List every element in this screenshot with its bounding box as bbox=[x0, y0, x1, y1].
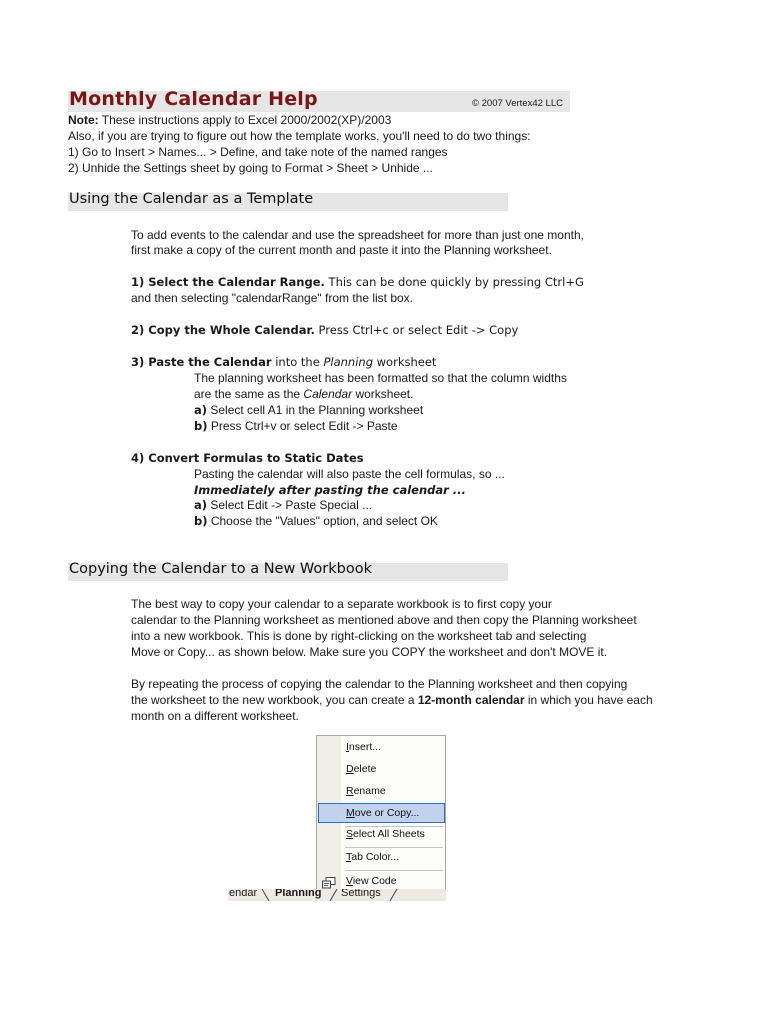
section-2-line-1: The best way to copy your calendar to a separate workbook is to first copy your bbox=[131, 597, 552, 611]
step-3-line-2-italic: Calendar bbox=[303, 387, 353, 401]
menu-item-delete[interactable] bbox=[346, 763, 376, 775]
step-2-text: Press Ctrl+c or select Edit -> Copy bbox=[314, 323, 519, 337]
step-3-b-text: Press Ctrl+v or select Edit -> Paste bbox=[207, 419, 398, 433]
intro-line-4: 2) Unhide the Settings sheet by going to Format > Sheet > Unhide ... bbox=[68, 161, 433, 175]
tab-divider-icon bbox=[389, 889, 399, 901]
section-2-line-6-post: in which you have each bbox=[524, 693, 653, 707]
sheet-tab-strip bbox=[228, 889, 446, 901]
step-4-line-1: Pasting the calendar will also paste the cell formulas, so ... bbox=[194, 467, 505, 481]
section-2-heading: Copying the Calendar to a New Workbook bbox=[69, 561, 372, 577]
step-3-pre: into the bbox=[271, 355, 324, 369]
step-4-b-label: b) bbox=[194, 514, 208, 528]
menu-item-move-or-copy[interactable] bbox=[346, 807, 419, 819]
menu-item-rename-key: R bbox=[346, 785, 354, 797]
menu-item-tab-label: ab Color... bbox=[351, 851, 400, 863]
intro-line-2: Also, if you are trying to figure out how the template works, you'll need to do two things: bbox=[68, 129, 531, 143]
step-3-italic: Planning bbox=[323, 355, 373, 369]
sheet-tab-planning[interactable]: Planning bbox=[275, 889, 322, 899]
tab-divider-icon bbox=[329, 889, 339, 901]
menu-item-insert[interactable] bbox=[346, 741, 381, 753]
step-4-a-label: a) bbox=[194, 498, 208, 512]
section-2-line-7: month on a different worksheet. bbox=[131, 709, 299, 723]
menu-item-delete-label: elete bbox=[353, 763, 377, 775]
menu-item-view-key: V bbox=[346, 875, 353, 887]
menu-item-tab-color[interactable] bbox=[346, 851, 399, 863]
sheet-tab-calendar[interactable]: endar bbox=[229, 889, 258, 899]
menu-item-tab-key: T bbox=[346, 851, 352, 863]
step-4-b-text: Choose the "Values" option, and select OK bbox=[207, 514, 438, 528]
step-3 bbox=[131, 354, 436, 370]
step-3-b bbox=[194, 418, 398, 434]
step-3-line-2 bbox=[194, 386, 413, 402]
step-4-line-2: Immediately after pasting the calendar ... bbox=[194, 483, 466, 497]
step-2 bbox=[131, 322, 518, 338]
section-2-line-6-pre: the worksheet to the new workbook, you can create a bbox=[131, 693, 418, 707]
step-3-title: 3) Paste the Calendar bbox=[131, 355, 272, 369]
step-1-title: 1) Select the Calendar Range. bbox=[131, 275, 325, 289]
section-2-line-4: Move or Copy... as shown below. Make sure you COPY the worksheet and don't MOVE it. bbox=[131, 645, 608, 659]
menu-item-rename[interactable] bbox=[346, 785, 386, 797]
step-1 bbox=[131, 274, 584, 290]
menu-separator bbox=[345, 870, 443, 871]
page-title: Monthly Calendar Help bbox=[69, 88, 318, 110]
note-text: These instructions apply to Excel 2000/2002(XP)/2003 bbox=[98, 113, 392, 127]
tab-divider-icon bbox=[261, 889, 271, 901]
note-line bbox=[68, 112, 391, 128]
section-2-line-6 bbox=[131, 692, 653, 708]
note-label: Note: bbox=[68, 113, 99, 127]
section-2-line-6-bold: 12-month calendar bbox=[417, 693, 525, 707]
menu-item-view-code[interactable] bbox=[346, 875, 397, 887]
step-3-a-text: Select cell A1 in the Planning worksheet bbox=[207, 403, 424, 417]
step-3-line-2-pre: are the same as the bbox=[194, 387, 304, 401]
menu-item-view-label: iew Code bbox=[352, 875, 397, 887]
step-2-title: 2) Copy the Whole Calendar. bbox=[131, 323, 315, 337]
step-3-a bbox=[194, 402, 423, 418]
menu-item-delete-key: D bbox=[346, 763, 354, 775]
section-2-line-3: into a new workbook. This is done by right-clicking on the worksheet tab and selecting bbox=[131, 629, 587, 643]
menu-item-move-key: M bbox=[346, 807, 355, 819]
copyright-notice: © 2007 Vertex42 LLC bbox=[472, 98, 563, 109]
menu-separator bbox=[345, 826, 443, 827]
step-3-a-label: a) bbox=[194, 403, 208, 417]
menu-item-insert-key: I bbox=[346, 741, 349, 753]
step-4-title: 4) Convert Formulas to Static Dates bbox=[131, 451, 364, 465]
context-menu bbox=[316, 735, 446, 893]
menu-item-select-label: elect All Sheets bbox=[353, 828, 425, 840]
step-4-a-text: Select Edit -> Paste Special ... bbox=[207, 498, 373, 512]
menu-item-select-all-sheets[interactable] bbox=[346, 828, 425, 840]
step-3-line-2-post: worksheet. bbox=[352, 387, 414, 401]
intro-line-3: 1) Go to Insert > Names... > Define, and take note of the named ranges bbox=[68, 145, 448, 159]
menu-separator bbox=[345, 847, 443, 848]
sheet-tab-settings[interactable]: Settings bbox=[341, 889, 381, 899]
section-1-heading: Using the Calendar as a Template bbox=[69, 191, 314, 207]
step-3-post: worksheet bbox=[373, 355, 437, 369]
step-3-b-label: b) bbox=[194, 419, 208, 433]
step-1-line-2: and then selecting "calendarRange" from the list box. bbox=[131, 291, 414, 305]
step-1-text: This can be done quickly by pressing Ctrl+G bbox=[324, 275, 584, 289]
menu-item-rename-label: ename bbox=[353, 785, 386, 797]
step-4-b bbox=[194, 513, 438, 529]
step-4-a bbox=[194, 497, 372, 513]
view-code-icon bbox=[322, 877, 336, 889]
menu-item-move-label: ove or Copy... bbox=[354, 807, 420, 819]
menu-item-select-key: S bbox=[346, 828, 354, 840]
section-2-line-5: By repeating the process of copying the calendar to the Planning worksheet and then copying bbox=[131, 677, 628, 691]
section-2-line-2: calendar to the Planning worksheet as mentioned above and then copy the Planning worksheet bbox=[131, 613, 637, 627]
menu-item-insert-label: nsert... bbox=[348, 741, 382, 753]
section-1-paragraph-1: To add events to the calendar and use the spreadsheet for more than just one month, bbox=[131, 228, 584, 242]
step-3-line-1: The planning worksheet has been formatted so that the column widths bbox=[194, 371, 567, 385]
section-1-paragraph-2: first make a copy of the current month and paste it into the Planning worksheet. bbox=[131, 243, 552, 257]
